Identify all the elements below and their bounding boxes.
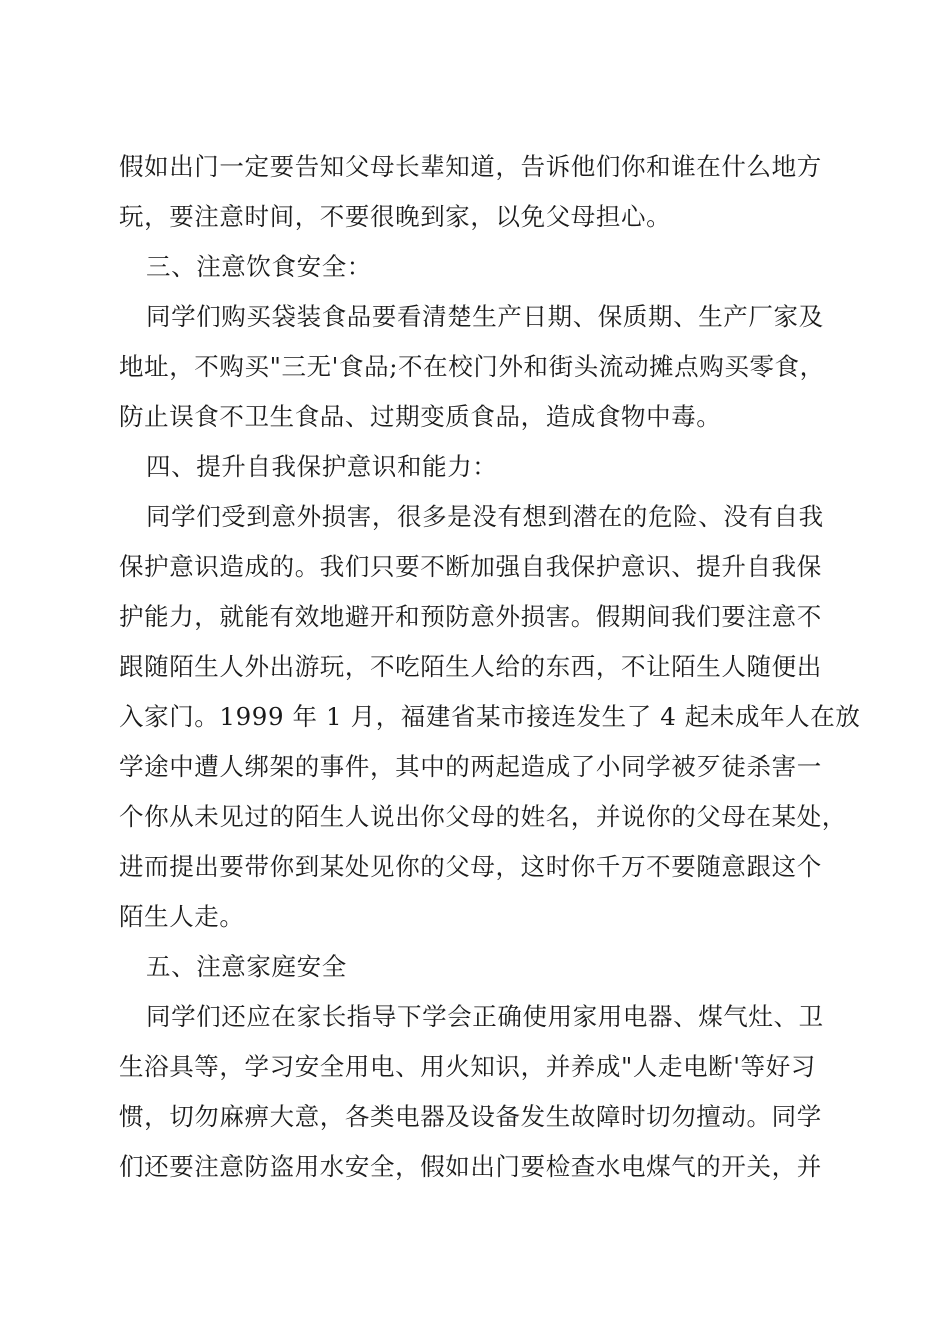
paragraph-line: 个你从未见过的陌生人说出你父母的姓名，并说你的父母在某处， xyxy=(119,802,847,831)
paragraph-line: 入家门。1999 年 1 月，福建省某市接连发生了 4 起未成年人在放 xyxy=(119,702,861,731)
section-heading-home-safety: 五、注意家庭安全 xyxy=(146,952,347,981)
paragraph-line: 地址，不购买"三无'食品;不在校门外和街头流动摊点购买零食， xyxy=(119,352,825,381)
paragraph-line: 同学们购买袋装食品要看清楚生产日期、保质期、生产厂家及 xyxy=(146,302,824,331)
paragraph-line: 保护意识造成的。我们只要不断加强自我保护意识、提升自我保 xyxy=(119,552,822,581)
paragraph-line: 同学们还应在家长指导下学会正确使用家用电器、煤气灶、卫 xyxy=(146,1002,824,1031)
section-heading-diet-safety: 三、注意饮食安全： xyxy=(146,252,372,281)
paragraph-line: 假如出门一定要告知父母长辈知道，告诉他们你和谁在什么地方 xyxy=(119,152,822,181)
paragraph-line: 惯，切勿麻痹大意，各类电器及设备发生故障时切勿擅动。同学 xyxy=(119,1102,822,1131)
paragraph-line: 生浴具等，学习安全用电、用火知识，并养成"人走电断'等好习 xyxy=(119,1052,816,1081)
paragraph-line: 防止误食不卫生食品、过期变质食品，造成食物中毒。 xyxy=(119,402,722,431)
section-heading-self-protection: 四、提升自我保护意识和能力： xyxy=(146,452,498,481)
paragraph-line: 护能力，就能有效地避开和预防意外损害。假期间我们要注意不 xyxy=(119,602,822,631)
paragraph-line: 跟随陌生人外出游玩，不吃陌生人给的东西，不让陌生人随便出 xyxy=(119,652,822,681)
paragraph-line: 同学们受到意外损害，很多是没有想到潜在的危险、没有自我 xyxy=(146,502,824,531)
paragraph-line: 玩，要注意时间，不要很晚到家，以免父母担心。 xyxy=(119,202,672,231)
paragraph-line: 学途中遭人绑架的事件，其中的两起造成了小同学被歹徒杀害一 xyxy=(119,752,822,781)
paragraph-line: 们还要注意防盗用水安全，假如出门要检查水电煤气的开关，并 xyxy=(119,1152,822,1181)
paragraph-line: 进而提出要带你到某处见你的父母，这时你千万不要随意跟这个 xyxy=(119,852,822,881)
paragraph-line: 陌生人走。 xyxy=(119,902,245,931)
